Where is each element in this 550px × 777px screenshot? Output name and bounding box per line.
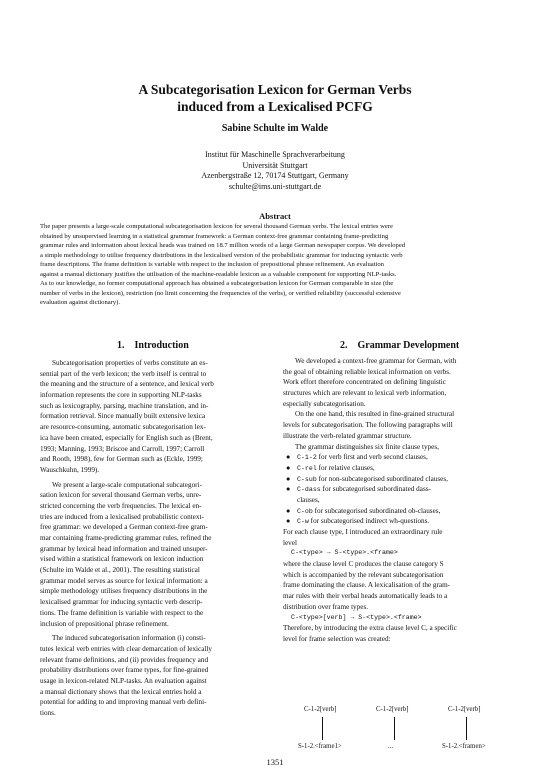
- tree-edge: [322, 717, 323, 740]
- body-line: frame dominating the clause. A lexicalisation of the gram-: [283, 581, 451, 590]
- body-line: sential part of the verb lexicon; the verb itself is central to: [40, 369, 207, 378]
- clause-type-bullet: [283, 506, 511, 517]
- body-line: tries are induced from a lexicalised probabilistic context-: [40, 512, 204, 521]
- body-line: relevant frame definitions, and (ii) provides frequency and: [40, 655, 209, 664]
- section-2-heading: [340, 340, 459, 351]
- affiliation-block: [0, 150, 550, 192]
- body-line: information represents the core in supporting NLP-tasks: [40, 391, 202, 400]
- affiliation-address: Azenbergstraße 12, 70174 Stuttgart, Germany: [201, 171, 349, 180]
- abstract-body: [40, 222, 510, 308]
- abstract-line: a simple methodology to utilise frequency distributions in the lexicalised version of the probabilistic grammar for inducing syntactic verb: [40, 251, 403, 259]
- body-line: Wauschkuhn, 1999).: [40, 465, 100, 474]
- body-line: grammar model serves as source for lexical information: a: [40, 576, 208, 585]
- body-line: usage in lexicon-related NLP-tasks. An evaluation against: [40, 676, 207, 685]
- section-1-heading: [117, 340, 189, 351]
- abstract-line: obtained by unsupervised learning in a statistical grammar framework: a German context-free grammar containing frame-predicting: [40, 232, 389, 240]
- section-2-title: Grammar Development: [357, 340, 460, 351]
- abstract-line: number of verbs in the lexicon), restriction (no limit concerning the frequencies of the verbs), or verified reliability (successful extensive: [40, 289, 401, 297]
- clause-type-bullet: [283, 452, 511, 463]
- body-line: where the clause level C produces the clause category S: [283, 560, 444, 569]
- body-line: ica have been created, especially for English such as (Brent,: [40, 433, 213, 442]
- clause-description: clauses,: [297, 495, 320, 504]
- abstract-line: evaluation against dictionary).: [40, 299, 121, 306]
- body-line: tutes lexical verb entries with clear demarcation of lexically: [40, 644, 213, 653]
- bullet-dot-icon: ●: [286, 517, 291, 526]
- clause-code: C-sub: [297, 475, 317, 483]
- bullet-dot-icon: ●: [286, 506, 291, 515]
- body-line: probability distributions over frame types, for fine-grained: [40, 666, 209, 675]
- body-line: formation retrieval. Since manually built extensive lexica: [40, 412, 206, 421]
- bullet-dot-icon: ●: [286, 453, 291, 462]
- frame-selection-tree: [290, 706, 510, 756]
- body-line: For each clause type, I introduced an extraordinary rule: [283, 528, 443, 536]
- body-line: potential for adding to and improving manual verb defini-: [40, 698, 207, 707]
- body-line: sation lexicon for several thousand German verbs, unre-: [40, 491, 202, 500]
- paper-title-line-2: induced from a Lexicalised PCFG: [177, 99, 373, 114]
- affiliation-university: Universität Stuttgart: [242, 160, 308, 170]
- body-line: such as lexicography, parsing, machine translation, and in-: [40, 401, 209, 410]
- left-column: [40, 358, 268, 719]
- clause-type-bullet: [283, 516, 511, 527]
- body-line: tions.: [40, 709, 56, 717]
- bullet-dot-icon: ●: [286, 474, 291, 483]
- clause-code: C-1-2: [297, 454, 317, 462]
- body-line: structures which are relevant to lexical verb information,: [283, 389, 447, 398]
- body-line: the meaning and the structure of a sentence, and lexical verb: [40, 380, 214, 389]
- clause-description: for subcategorised subordinated dass-: [320, 485, 431, 494]
- clause-code: C-ob: [297, 507, 313, 515]
- abstract-line: The paper presents a large-scale computational subcategorisation lexicon for several thousand German verbs. The lexical entries were: [40, 223, 393, 230]
- body-line: distribution over frame types.: [283, 602, 369, 611]
- body-line: mar rules with their verbal heads automatically leads to a: [283, 592, 448, 601]
- body-line: simple methodology utilises frequency distributions in the: [40, 587, 208, 596]
- body-line: and Rooth, 1998), few for German such as (Eckle, 1999;: [40, 455, 203, 464]
- tree-bottom-node: S-1-2.<framen>: [442, 743, 486, 750]
- bullet-dot-icon: ●: [286, 463, 291, 472]
- body-line: free grammar: we developed a German context-free gram-: [40, 523, 208, 532]
- tree-bottom-node: S-1-2.<frame1>: [298, 743, 342, 750]
- body-line: Work effort therefore concentrated on defining linguistic: [283, 378, 446, 387]
- abstract-line: grammar rules and information about lexical heads was trained on 18.7 million words of a large German newspaper corpus. We developed: [40, 242, 406, 249]
- body-line: the goal of obtaining reliable lexical information on verbs.: [283, 367, 451, 376]
- clause-type-bullet: [283, 484, 511, 495]
- tree-edge: [394, 717, 395, 740]
- clause-code: C-dass: [297, 486, 321, 494]
- body-line: are resource-consuming, automatic subcategorisation lex-: [40, 423, 206, 432]
- clause-description: for subcategorised subordinated ob-clauses,: [312, 506, 441, 515]
- body-line: 1993; Manning, 1993; Briscoe and Carroll, 1997; Carroll: [40, 444, 205, 453]
- clause-type-bullet: [283, 463, 511, 474]
- abstract-heading: Abstract: [259, 211, 291, 221]
- clause-type-bullet-continuation: [283, 495, 511, 506]
- body-line: level: [283, 538, 297, 547]
- paper-title-line-1: A Subcategorisation Lexicon for German Verbs: [138, 82, 412, 97]
- tree-top-node: C-1-2[verb]: [376, 706, 409, 713]
- body-line: inclusion of prepositional phrase refinement.: [40, 619, 169, 628]
- affiliation-email: schulte@ims.uni-stuttgart.de: [228, 181, 322, 191]
- body-line: (Schulte im Walde et al., 2001). The resulting statistical: [40, 566, 200, 575]
- clause-description: for non-subcategorised subordinated clauses,: [316, 474, 448, 483]
- tree-top-node: C-1-2[verb]: [448, 706, 481, 713]
- clause-description: for subcategorised indirect wh-questions.: [308, 517, 430, 526]
- section-1-number: 1.: [117, 340, 125, 351]
- clause-description: for verb first and verb second clauses,: [316, 453, 428, 462]
- body-line: tions. The frame definition is variable with respect to the: [40, 608, 204, 617]
- clause-code: C-rel: [297, 464, 317, 472]
- body-line: illustrate the verb-related grammar structure.: [283, 431, 412, 440]
- clause-type-bullet: [283, 474, 511, 485]
- body-line: Therefore, by introducing the extra clause level C, a specific: [283, 624, 457, 633]
- affiliation-institute: Institut für Maschinelle Sprachverarbeitung: [205, 150, 345, 159]
- body-line: which is accompanied by the relevant subcategorisation: [283, 570, 444, 579]
- body-line: a manual dictionary shows that the lexical entries hold a: [40, 687, 202, 696]
- body-line: lexicalised grammar for inducing syntactic verb descrip-: [40, 598, 203, 607]
- tree-edge: [466, 717, 467, 740]
- body-line: Subcategorisation properties of verbs constitute an es-: [52, 359, 208, 367]
- body-line: mar containing frame-predicting grammar rules, refined the: [40, 534, 212, 542]
- body-line: On the one hand, this resulted in fine-grained structural: [295, 410, 455, 419]
- abstract-line: frame descriptions. The frame definition is variable with respect to the inclusion of prepositional phrase refinement. An evaluation: [40, 261, 384, 268]
- body-line: We present a large-scale computational subcategori-: [52, 480, 202, 489]
- right-column: [283, 356, 511, 645]
- grammar-rule-1: C-<type> → S-<type>.<frame>: [291, 549, 398, 557]
- section-2-number: 2.: [340, 340, 348, 351]
- body-line: We developed a context-free grammar for German, with: [295, 357, 457, 365]
- body-line: especially subcategorisation.: [283, 399, 366, 408]
- body-line: levels for subcategorisation. The following paragraphs will: [283, 421, 453, 430]
- body-line: grammar by lexical head information and trained unsuper-: [40, 544, 208, 553]
- section-1-title: Introduction: [134, 340, 189, 351]
- tree-top-node: C-1-2[verb]: [304, 706, 337, 713]
- body-line: stricted concerning the verb frequencies. The lexical en-: [40, 501, 202, 510]
- bullet-dot-icon: ●: [286, 485, 291, 494]
- body-line: The grammar distinguishes six finite clause types,: [295, 442, 439, 451]
- body-line: level for frame selection was created:: [283, 634, 391, 643]
- body-line: The induced subcategorisation information (i) consti-: [52, 634, 206, 643]
- abstract-line: As to our knowledge, no former computational approach has obtained a subcategorisation lexicon for German comparable in size (the: [40, 280, 394, 287]
- page-number: 1351: [266, 757, 284, 767]
- grammar-rule-2: C-<type>[verb] → S-<type>.<frame>: [291, 613, 422, 621]
- body-line: vised within a statistical framework on lexicon induction: [40, 555, 204, 564]
- abstract-line: against a manual dictionary justifies the utilisation of the machine-readable lexicon as a valuable component for supporting NLP-tasks.: [40, 270, 397, 278]
- author-name: Sabine Schulte im Walde: [221, 123, 329, 134]
- clause-code: C-w: [297, 518, 309, 526]
- tree-bottom-node: ...: [388, 743, 394, 750]
- clause-description: for relative clauses,: [316, 463, 375, 472]
